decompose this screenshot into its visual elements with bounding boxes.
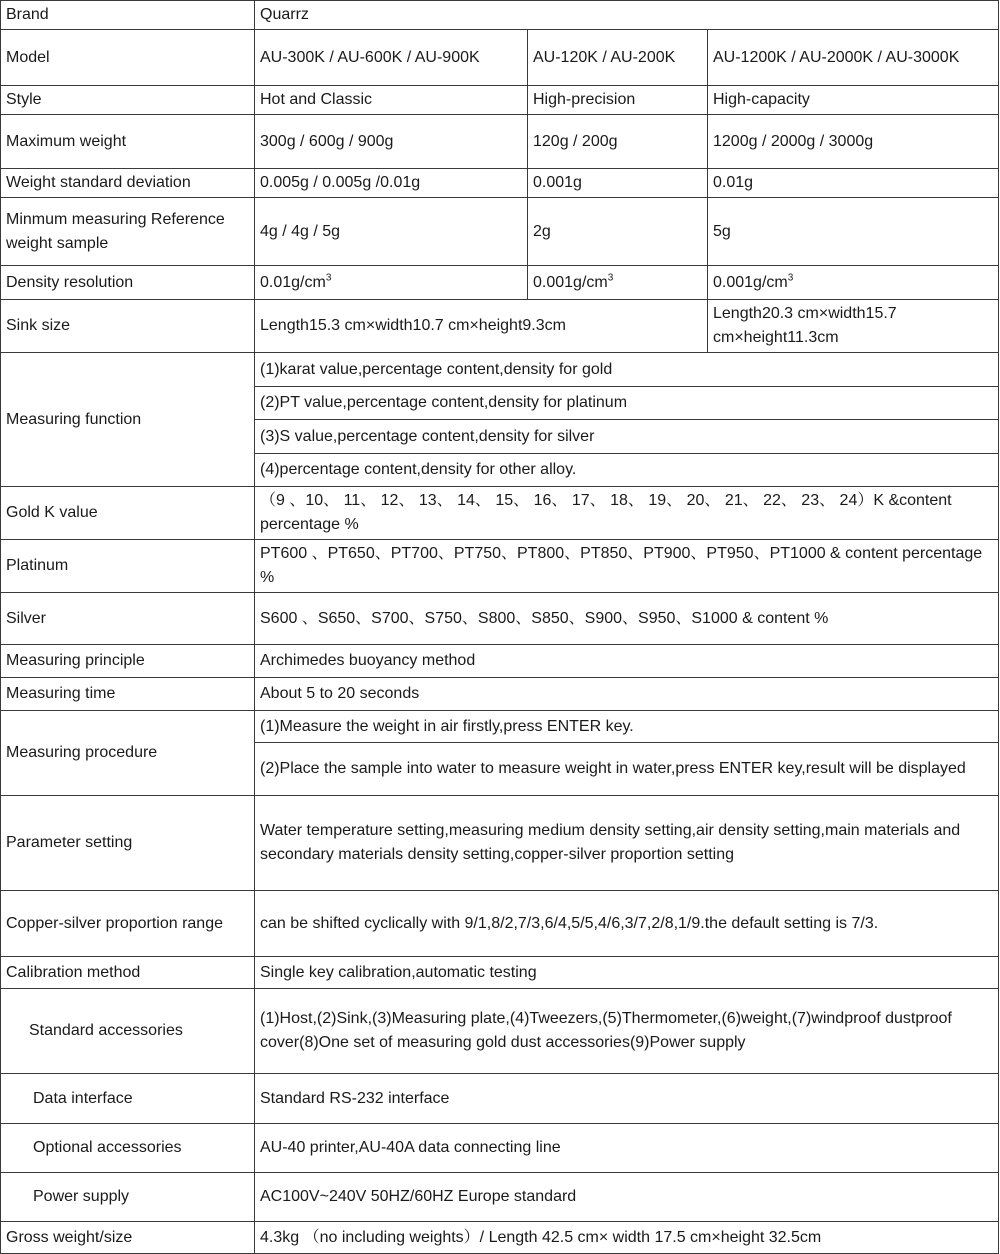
row-parameter <box>1 796 999 891</box>
style-col-1: Hot and Classic <box>255 86 528 115</box>
row-gross <box>1 1222 999 1254</box>
row-min-measuring <box>1 198 999 266</box>
density-res-col-1 <box>255 266 528 300</box>
row-calibration <box>1 957 999 989</box>
row-label: Silver <box>1 593 255 645</box>
procedure-item: (2)Place the sample into water to measure weight in water,press ENTER key,result will be displayed <box>255 743 999 796</box>
function-item: (3)S value,percentage content,density for silver <box>255 420 999 454</box>
row-label: Parameter setting <box>1 796 255 891</box>
power-value: AC100V~240V 50HZ/60HZ Europe standard <box>255 1173 999 1222</box>
row-label: Data interface <box>1 1074 255 1124</box>
density-res-col-2 <box>528 266 708 300</box>
row-density-res <box>1 266 999 300</box>
silver-value: S600 、S650、S700、S750、S800、S850、S900、S950、S1000 & content % <box>255 593 999 645</box>
superscript: 3 <box>607 272 614 284</box>
row-std-dev <box>1 169 999 198</box>
calibration-value: Single key calibration,automatic testing <box>255 957 999 989</box>
row-label: Platinum <box>1 540 255 593</box>
row-platinum <box>1 540 999 593</box>
density-res-value: 0.001g/cm <box>533 273 608 291</box>
density-res-value: 0.01g/cm <box>260 273 326 291</box>
principle-value: Archimedes buoyancy method <box>255 645 999 678</box>
row-power <box>1 1173 999 1222</box>
density-res-value: 0.001g/cm <box>713 273 788 291</box>
row-label: Gold K value <box>1 487 255 540</box>
superscript: 3 <box>325 272 332 284</box>
row-gold-k <box>1 487 999 540</box>
superscript: 3 <box>787 272 794 284</box>
row-style <box>1 86 999 115</box>
std-dev-col-2: 0.001g <box>528 169 708 198</box>
parameter-value: Water temperature setting,measuring medium density setting,air density setting,main materials and secondary materials density setting,copper-silver proportion setting <box>255 796 999 891</box>
row-label: Density resolution <box>1 266 255 300</box>
row-label: Style <box>1 86 255 115</box>
brand-value: Quarrz <box>255 1 999 30</box>
row-accessories <box>1 989 999 1074</box>
row-copper-silver <box>1 891 999 957</box>
row-label: Model <box>1 30 255 86</box>
row-procedure <box>1 711 999 743</box>
time-value: About 5 to 20 seconds <box>255 678 999 711</box>
sink-size-col-1: Length15.3 cm×width10.7 cm×height9.3cm <box>255 300 708 353</box>
row-label: Measuring time <box>1 678 255 711</box>
function-item: (1)karat value,percentage content,density for gold <box>255 353 999 387</box>
row-sink-size <box>1 300 999 353</box>
row-label: Gross weight/size <box>1 1222 255 1254</box>
row-label: Optional accessories <box>1 1124 255 1173</box>
row-label: Standard accessories <box>1 989 255 1074</box>
style-col-3: High-capacity <box>708 86 999 115</box>
row-label: Power supply <box>1 1173 255 1222</box>
row-silver <box>1 593 999 645</box>
min-measuring-col-1: 4g / 4g / 5g <box>255 198 528 266</box>
data-interface-value: Standard RS-232 interface <box>255 1074 999 1124</box>
row-label: Calibration method <box>1 957 255 989</box>
row-label: Measuring function <box>1 353 255 487</box>
copper-silver-value: can be shifted cyclically with 9/1,8/2,7/3,6/4,5/5,4/6,3/7,2/8,1/9.the default setting is 7/3. <box>255 891 999 957</box>
row-brand <box>1 1 999 30</box>
row-label: Minmum measuring Reference weight sample <box>1 198 255 266</box>
row-label: Measuring principle <box>1 645 255 678</box>
optional-value: AU-40 printer,AU-40A data connecting line <box>255 1124 999 1173</box>
style-col-2: High-precision <box>528 86 708 115</box>
row-label: Copper-silver proportion range <box>1 891 255 957</box>
row-label: Weight standard deviation <box>1 169 255 198</box>
row-label: Sink size <box>1 300 255 353</box>
std-dev-col-1: 0.005g / 0.005g /0.01g <box>255 169 528 198</box>
row-label: Maximum weight <box>1 115 255 169</box>
procedure-item: (1)Measure the weight in air firstly,press ENTER key. <box>255 711 999 743</box>
std-dev-col-3: 0.01g <box>708 169 999 198</box>
gross-value: 4.3kg （no including weights）/ Length 42.5 cm× width 17.5 cm×height 32.5cm <box>255 1222 999 1254</box>
model-col-3: AU-1200K / AU-2000K / AU-3000K <box>708 30 999 86</box>
function-item: (4)percentage content,density for other alloy. <box>255 454 999 487</box>
row-time <box>1 678 999 711</box>
model-col-1: AU-300K / AU-600K / AU-900K <box>255 30 528 86</box>
model-col-2: AU-120K / AU-200K <box>528 30 708 86</box>
row-principle <box>1 645 999 678</box>
density-res-col-3 <box>708 266 999 300</box>
row-label: Brand <box>1 1 255 30</box>
platinum-value: PT600 、PT650、PT700、PT750、PT800、PT850、PT900、PT950、PT1000 & content percentage % <box>255 540 999 593</box>
accessories-value: (1)Host,(2)Sink,(3)Measuring plate,(4)Tweezers,(5)Thermometer,(6)weight,(7)windproof dustproof cover(8)One set of measuring gold dust accessories(9)Power supply <box>255 989 999 1074</box>
function-item: (2)PT value,percentage content,density for platinum <box>255 387 999 420</box>
row-max-weight <box>1 115 999 169</box>
max-weight-col-2: 120g / 200g <box>528 115 708 169</box>
row-optional <box>1 1124 999 1173</box>
row-measuring-function <box>1 353 999 387</box>
min-measuring-col-3: 5g <box>708 198 999 266</box>
row-model <box>1 30 999 86</box>
gold-k-value: （9 、10、 11、 12、 13、 14、 15、 16、 17、 18、 19、 20、 21、 22、 23、 24）K &content percentage % <box>255 487 999 540</box>
max-weight-col-1: 300g / 600g / 900g <box>255 115 528 169</box>
row-label: Measuring procedure <box>1 711 255 796</box>
min-measuring-col-2: 2g <box>528 198 708 266</box>
max-weight-col-3: 1200g / 2000g / 3000g <box>708 115 999 169</box>
row-data-interface <box>1 1074 999 1124</box>
sink-size-col-2: Length20.3 cm×width15.7 cm×height11.3cm <box>708 300 999 353</box>
